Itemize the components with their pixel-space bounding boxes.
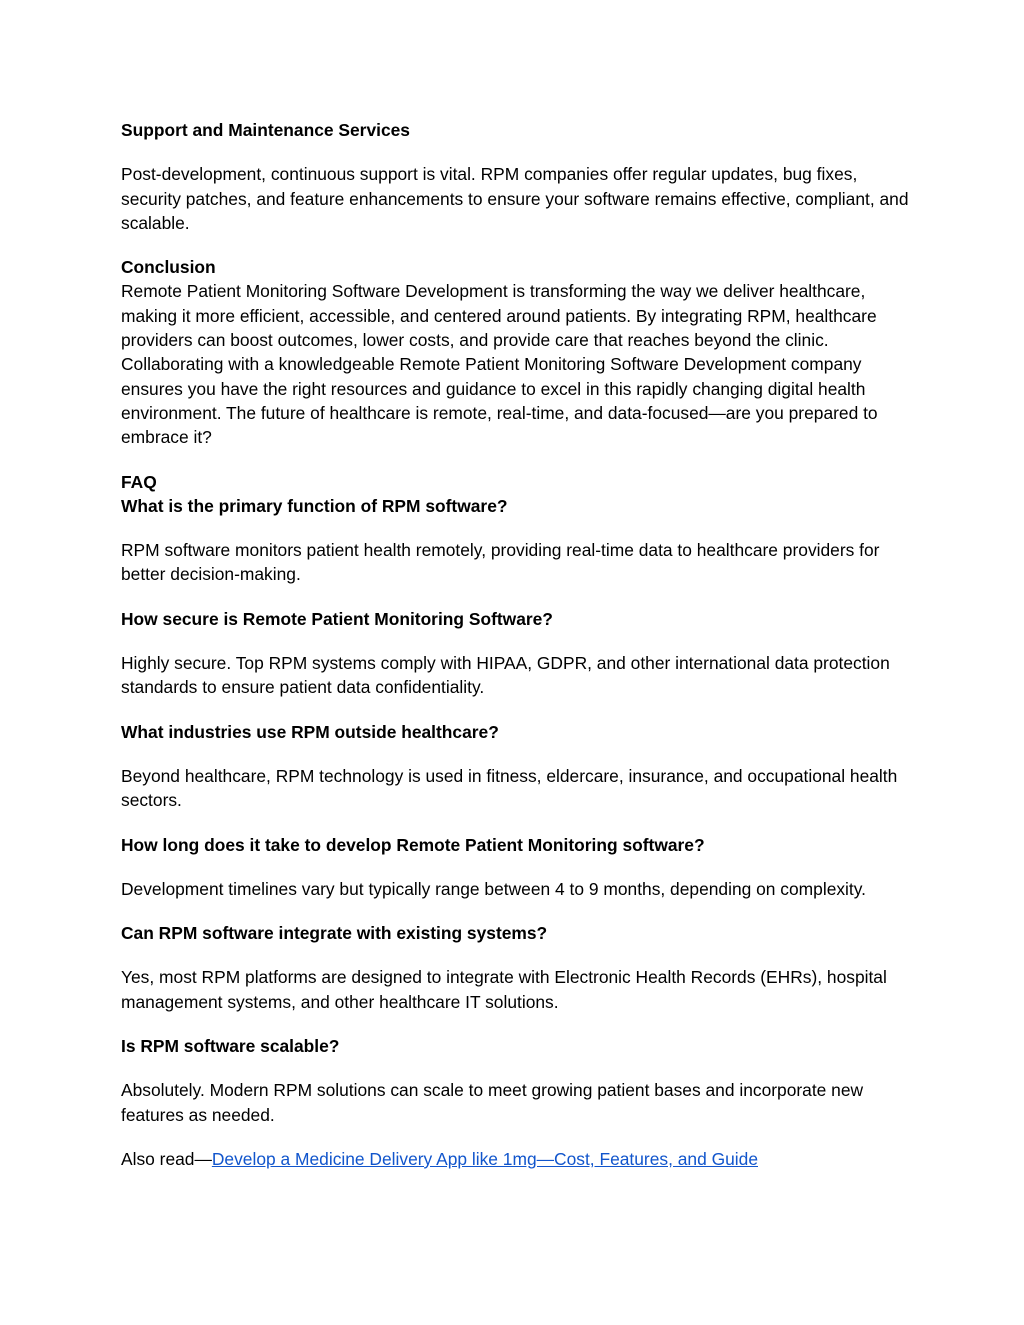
faq-answer: Absolutely. Modern RPM solutions can scale to meet growing patient bases and incorporate new features as needed.	[121, 1080, 864, 1125]
faq-question: Is RPM software scalable?	[121, 1036, 340, 1057]
faq-question: How long does it take to develop Remote Patient Monitoring software?	[121, 834, 705, 855]
faq-answer: Yes, most RPM platforms are designed to integrate with Electronic Health Records (EHRs), hospital management systems, and other healthcare IT solutions.	[121, 967, 887, 1012]
document-page	[121, 118, 911, 1171]
faq-question: Can RPM software integrate with existing systems?	[121, 923, 548, 944]
faq-heading: FAQ	[121, 471, 157, 492]
faq-question: What is the primary function of RPM software?	[121, 495, 508, 516]
faq-question: What industries use RPM outside healthcare?	[121, 721, 499, 742]
conclusion-heading: Conclusion	[121, 257, 216, 278]
faq-answer: Beyond healthcare, RPM technology is used in fitness, eldercare, insurance, and occupational health sectors.	[121, 765, 898, 811]
support-heading: Support and Maintenance Services	[121, 120, 410, 140]
support-body: Post-development, continuous support is vital. RPM companies offer regular updates, bug fixes, security patches, and feature enhancements to ensure your software remains effective, compliant, and scalable.	[121, 164, 909, 233]
faq-answer: RPM software monitors patient health remotely, providing real-time data to healthcare providers for better decision-making.	[121, 540, 880, 585]
faq-answer: Highly secure. Top RPM systems comply with HIPAA, GDPR, and other international data protection standards to ensure patient data confidentiality.	[121, 653, 890, 698]
also-read-link[interactable]: Develop a Medicine Delivery App like 1mg—Cost, Features, and Guide	[211, 1148, 758, 1169]
also-read-prefix: Also read—	[121, 1148, 212, 1169]
also-read-line	[121, 1147, 911, 1171]
faq-question: How secure is Remote Patient Monitoring Software?	[121, 608, 553, 629]
faq-answer: Development timelines vary but typically range between 4 to 9 months, depending on complexity.	[121, 878, 866, 899]
conclusion-body: Remote Patient Monitoring Software Development is transforming the way we deliver healthcare, making it more efficient, accessible, and centered around patients. By integrating RPM, healthcare providers can boost outcomes, lower costs, and provide care that reaches beyond the clinic. Collaborating with a knowledgeable Remote Patient Monitoring Software Development company ensures you have the right resources and guidance to excel in this rapidly changing digital health environment. The future of healthcare is remote, real-time, and data-focused—are you prepared to embrace it?	[121, 281, 878, 448]
